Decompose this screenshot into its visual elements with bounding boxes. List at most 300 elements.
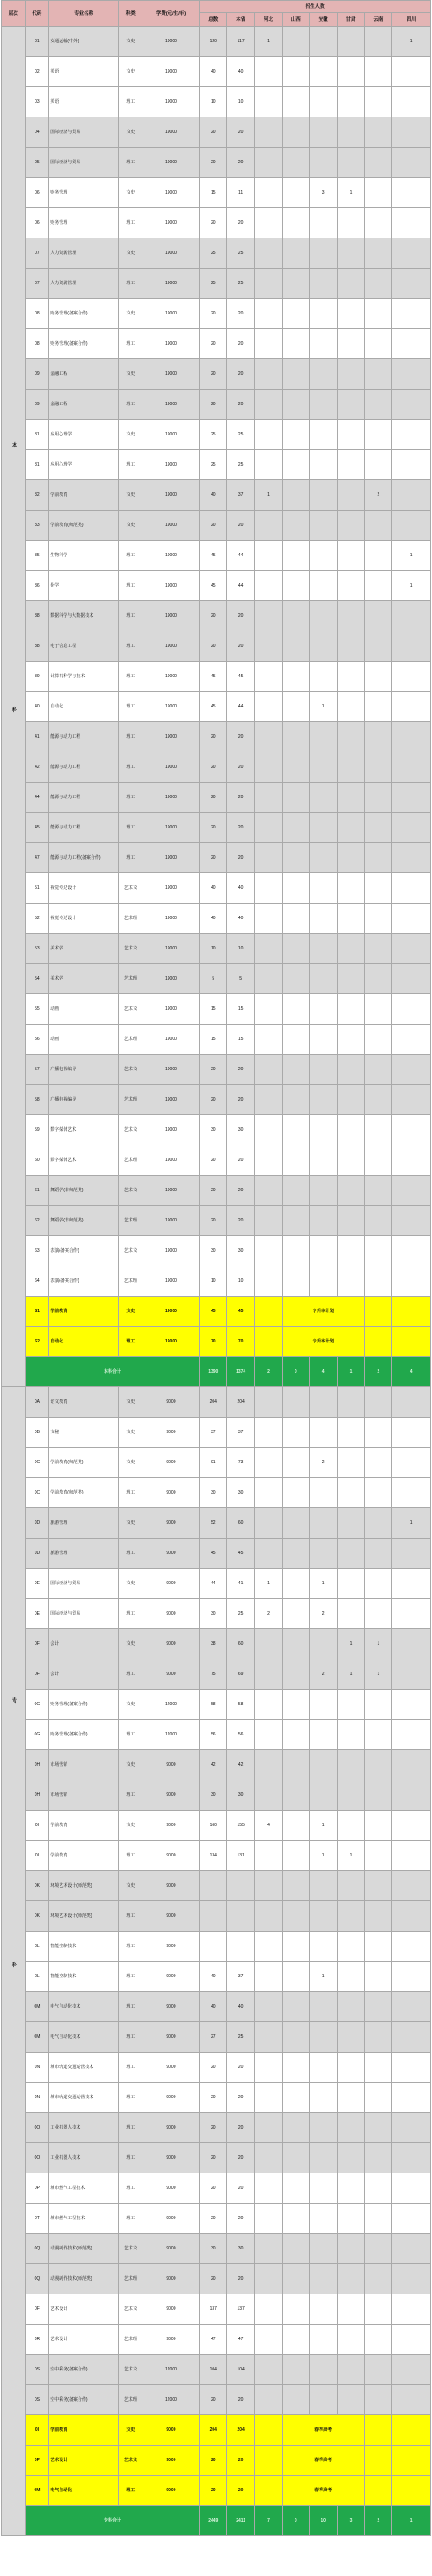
count-cell	[337, 269, 365, 299]
code-cell: 0E	[25, 1599, 49, 1629]
code-cell: 0K	[25, 1871, 49, 1901]
count-cell	[309, 752, 337, 783]
count-cell	[392, 299, 431, 329]
count-cell	[365, 1841, 392, 1871]
major-name-cell: 市场营销	[49, 1780, 119, 1811]
count-cell	[255, 2325, 283, 2355]
major-name-cell: 电气自动化	[49, 2476, 119, 2506]
count-cell	[255, 1327, 283, 1357]
count-cell: 15	[200, 1025, 227, 1055]
major-name-cell: 数字媒体艺术	[49, 1115, 119, 1145]
count-cell	[309, 269, 337, 299]
major-name-cell: 电子信息工程	[49, 631, 119, 662]
table-row	[2, 843, 431, 873]
subject-cell: 理工	[118, 662, 143, 692]
count-cell	[337, 692, 365, 722]
count-cell: 30	[200, 1780, 227, 1811]
table-row	[2, 2264, 431, 2294]
count-cell: 15	[200, 994, 227, 1025]
count-cell: 60	[227, 1629, 255, 1659]
count-cell: 20	[200, 2264, 227, 2294]
count-cell	[255, 2264, 283, 2294]
tuition-cell: 19000	[143, 27, 200, 57]
count-cell	[282, 238, 309, 269]
major-name-cell: 能源与动力工程	[49, 813, 119, 843]
table-row	[2, 2204, 431, 2234]
count-cell	[365, 1145, 392, 1176]
count-cell	[392, 390, 431, 420]
count-cell	[365, 238, 392, 269]
major-name-cell: 财务管理(备案合作)	[49, 329, 119, 359]
count-cell	[200, 1901, 227, 1932]
header-plan-col: 云南	[365, 13, 392, 27]
major-name-cell: 财务管理	[49, 208, 119, 238]
tuition-cell: 19000	[143, 269, 200, 299]
count-cell: 30	[227, 2234, 255, 2264]
subject-cell: 理工	[118, 329, 143, 359]
major-name-cell: 舞蹈学(非师范类)	[49, 1206, 119, 1236]
count-cell: 20	[227, 843, 255, 873]
count-cell: 20	[200, 117, 227, 148]
count-cell	[255, 2053, 283, 2083]
count-cell	[309, 813, 337, 843]
table-row	[2, 2446, 431, 2476]
count-cell: 20	[200, 1085, 227, 1115]
count-cell	[392, 2476, 431, 2506]
count-cell	[337, 1115, 365, 1145]
code-cell: 31	[25, 450, 49, 480]
count-cell: 20	[200, 843, 227, 873]
count-cell: 137	[200, 2294, 227, 2325]
count-cell	[337, 571, 365, 601]
code-cell: 09	[25, 390, 49, 420]
count-cell	[392, 601, 431, 631]
table-row	[2, 57, 431, 87]
count-cell	[337, 904, 365, 934]
table-row	[2, 1780, 431, 1811]
subject-cell: 理工	[118, 1780, 143, 1811]
tuition-cell: 9000	[143, 1901, 200, 1932]
code-cell: 38	[25, 631, 49, 662]
count-cell	[282, 904, 309, 934]
count-cell: 30	[200, 2234, 227, 2264]
count-cell	[392, 2173, 431, 2204]
count-cell	[392, 57, 431, 87]
major-name-cell: 国际经济与贸易	[49, 148, 119, 178]
count-cell	[365, 2083, 392, 2113]
count-cell	[309, 1206, 337, 1236]
total-row	[2, 2506, 431, 2536]
count-cell: 2	[309, 1448, 337, 1478]
count-cell	[255, 511, 283, 541]
header-code: 代码	[25, 1, 49, 27]
subject-cell: 理工	[118, 269, 143, 299]
count-cell	[309, 2325, 337, 2355]
count-cell: 20	[227, 722, 255, 752]
count-cell: 25	[227, 269, 255, 299]
tuition-cell: 9000	[143, 1599, 200, 1629]
count-cell	[255, 148, 283, 178]
count-cell	[392, 1539, 431, 1569]
note-cell: 春季高考	[282, 2446, 365, 2476]
tuition-cell: 19000	[143, 117, 200, 148]
count-cell	[392, 1962, 431, 1992]
major-name-cell: 人力资源管理	[49, 269, 119, 299]
count-cell	[392, 1145, 431, 1176]
count-cell	[255, 571, 283, 601]
count-cell	[365, 2385, 392, 2415]
count-cell	[309, 238, 337, 269]
tuition-cell: 19000	[143, 178, 200, 208]
count-cell	[365, 269, 392, 299]
major-name-cell: 表演(备案合作)	[49, 1266, 119, 1297]
count-cell	[282, 359, 309, 390]
count-cell: 20	[200, 1206, 227, 1236]
count-cell	[365, 934, 392, 964]
count-cell	[255, 873, 283, 904]
header-plan-col: 安徽	[309, 13, 337, 27]
count-cell: 15	[227, 994, 255, 1025]
count-cell	[255, 934, 283, 964]
count-cell: 1	[392, 541, 431, 571]
count-cell	[255, 1115, 283, 1145]
count-cell	[309, 843, 337, 873]
subject-cell: 理工	[118, 631, 143, 662]
count-cell	[337, 420, 365, 450]
count-cell: 30	[200, 1115, 227, 1145]
count-cell	[337, 783, 365, 813]
code-cell: 0I	[25, 1811, 49, 1841]
table-row	[2, 480, 431, 511]
subject-cell: 文史	[118, 178, 143, 208]
subject-cell: 艺术文	[118, 2355, 143, 2385]
table-row	[2, 2143, 431, 2173]
count-cell: 204	[200, 2415, 227, 2446]
count-cell	[282, 420, 309, 450]
major-name-cell: 财务管理(备案合作)	[49, 299, 119, 329]
count-cell: 45	[200, 571, 227, 601]
subject-cell: 理工	[118, 843, 143, 873]
count-cell	[282, 2113, 309, 2143]
count-cell: 1	[255, 480, 283, 511]
subject-cell: 艺术文	[118, 1236, 143, 1266]
major-name-cell: 工业机器人技术	[49, 2143, 119, 2173]
tuition-cell: 9000	[143, 1569, 200, 1599]
count-cell: 41	[227, 1569, 255, 1599]
count-cell	[365, 1478, 392, 1508]
count-cell	[282, 1539, 309, 1569]
count-cell	[282, 934, 309, 964]
count-cell	[255, 2143, 283, 2173]
count-cell	[255, 420, 283, 450]
count-cell	[309, 722, 337, 752]
table-row	[2, 1115, 431, 1145]
count-cell	[255, 813, 283, 843]
tuition-cell: 9000	[143, 1387, 200, 1418]
count-cell	[337, 390, 365, 420]
count-cell: 25	[200, 238, 227, 269]
count-cell	[392, 2385, 431, 2415]
header-plan-col: 本省	[227, 13, 255, 27]
count-cell	[337, 2083, 365, 2113]
count-cell: 20	[227, 2143, 255, 2173]
count-cell: 20	[200, 2385, 227, 2415]
count-cell	[309, 148, 337, 178]
count-cell	[282, 1750, 309, 1780]
code-cell: 57	[25, 1055, 49, 1085]
count-cell	[365, 1750, 392, 1780]
count-cell	[392, 450, 431, 480]
count-cell: 20	[227, 2053, 255, 2083]
tuition-cell: 9000	[143, 2415, 200, 2446]
count-cell	[309, 511, 337, 541]
major-name-cell: 视觉传达设计	[49, 904, 119, 934]
count-cell	[309, 1236, 337, 1266]
subject-cell: 艺术文	[118, 934, 143, 964]
enrollment-table	[1, 0, 431, 2536]
count-cell: 44	[200, 1569, 227, 1599]
table-row	[2, 1569, 431, 1599]
count-cell: 25	[200, 269, 227, 299]
major-name-cell: 旅游管理	[49, 1508, 119, 1539]
count-cell	[392, 178, 431, 208]
count-cell: 56	[200, 1720, 227, 1750]
code-cell: 0F	[25, 2294, 49, 2325]
count-cell	[309, 420, 337, 450]
count-cell	[337, 1539, 365, 1569]
count-cell	[309, 1901, 337, 1932]
tuition-cell: 9000	[143, 2083, 200, 2113]
tuition-cell: 19000	[143, 1176, 200, 1206]
subject-cell: 艺术理	[118, 904, 143, 934]
subject-cell: 理工	[118, 390, 143, 420]
tuition-cell: 9000	[143, 2446, 200, 2476]
count-cell	[282, 1932, 309, 1962]
count-cell	[392, 783, 431, 813]
count-cell	[309, 1025, 337, 1055]
count-cell	[282, 1145, 309, 1176]
tuition-cell: 19000	[143, 904, 200, 934]
subject-cell: 艺术理	[118, 2264, 143, 2294]
count-cell: 10	[227, 934, 255, 964]
count-cell	[255, 1478, 283, 1508]
total-label: 本科合计	[25, 1357, 200, 1387]
code-cell: 0P	[25, 2173, 49, 2204]
table-row	[2, 1871, 431, 1901]
count-cell	[255, 994, 283, 1025]
tuition-cell: 19000	[143, 299, 200, 329]
tuition-cell: 19000	[143, 329, 200, 359]
tuition-cell: 19000	[143, 1266, 200, 1297]
count-cell: 25	[227, 2022, 255, 2053]
count-cell	[365, 1599, 392, 1629]
table-row	[2, 722, 431, 752]
count-cell: 20	[227, 299, 255, 329]
count-cell	[392, 2355, 431, 2385]
count-cell: 47	[200, 2325, 227, 2355]
subject-cell: 理工	[118, 1901, 143, 1932]
count-cell	[282, 1448, 309, 1478]
count-cell	[337, 722, 365, 752]
table-row	[2, 450, 431, 480]
count-cell: 20	[227, 783, 255, 813]
table-row	[2, 662, 431, 692]
major-name-cell: 空中乘务(备案合作)	[49, 2355, 119, 2385]
count-cell: 45	[200, 1297, 227, 1327]
subject-cell: 文史	[118, 57, 143, 87]
total-count: 0	[282, 2506, 309, 2536]
count-cell	[365, 1115, 392, 1145]
subject-cell: 理工	[118, 541, 143, 571]
count-cell	[392, 1901, 431, 1932]
count-cell: 69	[227, 1659, 255, 1690]
count-cell	[365, 843, 392, 873]
major-name-cell: 学前教育	[49, 2415, 119, 2446]
count-cell: 20	[200, 631, 227, 662]
table-row	[2, 1387, 431, 1418]
major-name-cell: 学前教育(师范类)	[49, 511, 119, 541]
table-row	[2, 299, 431, 329]
tuition-cell: 19000	[143, 1236, 200, 1266]
count-cell	[392, 2083, 431, 2113]
subject-cell: 理工	[118, 692, 143, 722]
count-cell: 204	[227, 2415, 255, 2446]
count-cell	[255, 1901, 283, 1932]
count-cell	[365, 1901, 392, 1932]
tuition-cell: 9000	[143, 1629, 200, 1659]
major-name-cell: 金融工程	[49, 390, 119, 420]
tuition-cell: 19000	[143, 511, 200, 541]
count-cell	[309, 601, 337, 631]
level-cell: 专科	[2, 1387, 26, 2536]
count-cell	[255, 2415, 283, 2446]
subject-cell: 理工	[118, 2204, 143, 2234]
major-name-cell: 数字媒体艺术	[49, 1145, 119, 1176]
tuition-cell: 12000	[143, 1720, 200, 1750]
count-cell	[309, 2355, 337, 2385]
count-cell: 15	[227, 1025, 255, 1055]
count-cell	[255, 2083, 283, 2113]
count-cell	[309, 1055, 337, 1085]
count-cell	[309, 299, 337, 329]
count-cell	[309, 329, 337, 359]
code-cell: 05	[25, 148, 49, 178]
total-count: 10	[309, 2506, 337, 2536]
subject-cell: 理工	[118, 208, 143, 238]
major-name-cell: 财务管理	[49, 178, 119, 208]
count-cell: 20	[200, 2476, 227, 2506]
count-cell: 20	[200, 601, 227, 631]
tuition-cell: 9000	[143, 2264, 200, 2294]
count-cell	[309, 480, 337, 511]
major-name-cell: 文秘	[49, 1418, 119, 1448]
count-cell	[255, 1750, 283, 1780]
count-cell: 40	[227, 873, 255, 904]
count-cell	[337, 601, 365, 631]
count-cell: 44	[227, 541, 255, 571]
count-cell: 11	[227, 178, 255, 208]
table-row	[2, 269, 431, 299]
count-cell	[309, 1932, 337, 1962]
count-cell: 204	[227, 1387, 255, 1418]
count-cell	[255, 1841, 283, 1871]
code-cell: 0M	[25, 1992, 49, 2022]
subject-cell: 文史	[118, 359, 143, 390]
count-cell	[309, 208, 337, 238]
count-cell: 73	[227, 1448, 255, 1478]
count-cell	[255, 359, 283, 390]
count-cell	[255, 2446, 283, 2476]
table-row	[2, 1539, 431, 1569]
table-row	[2, 752, 431, 783]
count-cell	[337, 813, 365, 843]
count-cell	[282, 390, 309, 420]
total-count: 1	[337, 1357, 365, 1387]
code-cell: 36	[25, 571, 49, 601]
tuition-cell: 19000	[143, 148, 200, 178]
count-cell: 1	[255, 27, 283, 57]
major-name-cell: 应用心理学	[49, 450, 119, 480]
code-cell: 0N	[25, 2053, 49, 2083]
count-cell	[309, 57, 337, 87]
count-cell	[282, 511, 309, 541]
count-cell	[365, 87, 392, 117]
major-name-cell: 表演(备案合作)	[49, 1236, 119, 1266]
count-cell: 10	[200, 87, 227, 117]
count-cell	[392, 752, 431, 783]
subject-cell: 艺术理	[118, 964, 143, 994]
tuition-cell: 19000	[143, 1025, 200, 1055]
count-cell: 56	[227, 1720, 255, 1750]
tuition-cell: 19000	[143, 208, 200, 238]
count-cell: 20	[227, 2083, 255, 2113]
count-cell	[337, 1690, 365, 1720]
count-cell: 10	[227, 1266, 255, 1297]
count-cell	[255, 2173, 283, 2204]
count-cell: 20	[200, 2173, 227, 2204]
major-name-cell: 国际经济与贸易	[49, 1599, 119, 1629]
count-cell: 155	[227, 1811, 255, 1841]
count-cell	[309, 904, 337, 934]
count-cell	[365, 299, 392, 329]
count-cell: 75	[200, 1659, 227, 1690]
count-cell	[282, 843, 309, 873]
count-cell	[309, 1145, 337, 1176]
code-cell: 64	[25, 1266, 49, 1297]
subject-cell: 理工	[118, 87, 143, 117]
count-cell: 30	[227, 1780, 255, 1811]
subject-cell: 文史	[118, 1750, 143, 1780]
count-cell	[365, 208, 392, 238]
subject-cell: 文史	[118, 2415, 143, 2446]
count-cell	[255, 1236, 283, 1266]
count-cell	[282, 1085, 309, 1115]
count-cell: 1	[392, 27, 431, 57]
count-cell: 20	[227, 2476, 255, 2506]
code-cell: 07	[25, 238, 49, 269]
count-cell	[392, 329, 431, 359]
major-name-cell: 国际经济与贸易	[49, 1569, 119, 1599]
count-cell	[309, 390, 337, 420]
count-cell	[337, 1055, 365, 1085]
count-cell	[309, 1508, 337, 1539]
subject-cell: 文史	[118, 511, 143, 541]
count-cell: 45	[227, 1539, 255, 1569]
table-row	[2, 1478, 431, 1508]
tuition-cell: 19000	[143, 964, 200, 994]
count-cell	[337, 843, 365, 873]
count-cell	[337, 1206, 365, 1236]
